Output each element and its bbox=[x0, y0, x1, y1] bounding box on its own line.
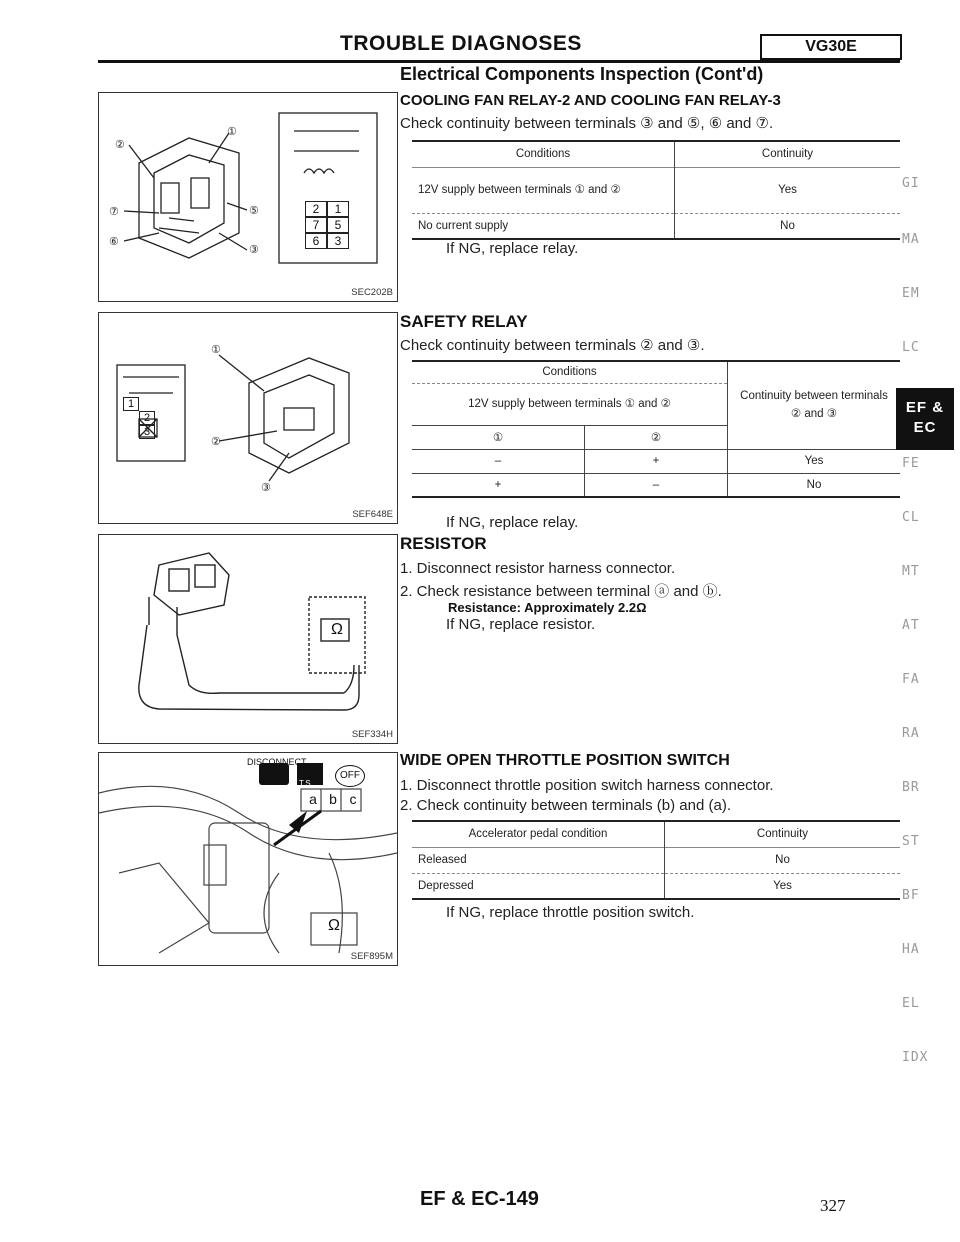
resistor-illustration bbox=[99, 535, 397, 743]
side-tab-el[interactable]: EL bbox=[902, 996, 920, 1011]
fan-relay-title: COOLING FAN RELAY-2 AND COOLING FAN RELAY-3 bbox=[400, 92, 781, 109]
throttle-note: If NG, replace throttle position switch. bbox=[446, 904, 695, 921]
table-header: Continuity bbox=[756, 828, 809, 841]
page-number: 327 bbox=[820, 1196, 846, 1215]
pin-grid bbox=[305, 201, 349, 249]
side-tab-ef-ec[interactable]: EF & EC bbox=[896, 388, 954, 450]
footer-section-code: EF & EC-149 bbox=[420, 1188, 539, 1210]
safety-relay-instruction: Check continuity between terminals ② and ③. bbox=[400, 337, 705, 354]
figure-fan-relay bbox=[98, 92, 398, 302]
table-cell: No bbox=[775, 854, 790, 866]
fan-relay-instruction: Check continuity between terminals ③ and ⑤, ⑥ and ⑦. bbox=[400, 115, 774, 132]
engine-badge: VG30E bbox=[760, 34, 902, 60]
section-title: Electrical Components Inspection (Cont'd) bbox=[400, 64, 764, 84]
side-tab-mt[interactable]: MT bbox=[902, 564, 920, 579]
table-cell: + bbox=[585, 449, 728, 473]
table-cell: Depressed bbox=[412, 873, 665, 899]
terminal-label-2: ② bbox=[211, 436, 221, 448]
table-header: ① bbox=[412, 425, 585, 449]
side-tab-bf[interactable]: BF bbox=[902, 888, 920, 903]
side-tab-ra[interactable]: RA bbox=[902, 726, 920, 741]
table-cell: No bbox=[806, 478, 822, 491]
resistor-step-1: 1. Disconnect resistor harness connector. bbox=[400, 560, 676, 577]
terminal-label-5: ⑤ bbox=[249, 205, 259, 217]
ts-label: T.S. bbox=[299, 779, 313, 788]
header-rule bbox=[98, 60, 900, 63]
throttle-step-2: 2. Check continuity between terminals (b) and (a). bbox=[400, 797, 731, 814]
side-tab-em[interactable]: EM bbox=[902, 286, 920, 301]
table-cell: Released bbox=[412, 847, 665, 873]
table-cell: – bbox=[412, 449, 585, 473]
ohmmeter-symbol: Ω bbox=[331, 621, 343, 638]
throttle-step-1: 1. Disconnect throttle position switch harness connector. bbox=[400, 777, 774, 794]
table-header: Conditions bbox=[412, 361, 728, 383]
ohmmeter-symbol: Ω bbox=[328, 917, 340, 934]
figure-throttle-switch bbox=[98, 752, 398, 966]
side-tab-gi[interactable]: GI bbox=[902, 176, 920, 191]
side-tab-br[interactable]: BR bbox=[902, 780, 920, 795]
table-header: ② bbox=[585, 425, 728, 449]
safety-relay-table bbox=[412, 360, 900, 498]
table-header: Continuity between terminals ② and ③ bbox=[740, 390, 888, 421]
table-header: Conditions bbox=[412, 141, 675, 167]
terminal-label-7: ⑦ bbox=[109, 206, 119, 218]
side-tab-fa[interactable]: FA bbox=[902, 672, 920, 687]
ignition-off-icon: OFF bbox=[335, 765, 365, 787]
pin-stack bbox=[123, 397, 155, 439]
side-tab-at[interactable]: AT bbox=[902, 618, 920, 633]
figure-safety-relay bbox=[98, 312, 398, 524]
table-cell: No bbox=[780, 219, 795, 232]
pin-label: 6 bbox=[305, 233, 327, 249]
table-cell: + bbox=[412, 473, 585, 497]
pin-label: 3 bbox=[139, 425, 155, 439]
safety-relay-title: SAFETY RELAY bbox=[400, 312, 528, 331]
terminal-label-3: ③ bbox=[261, 482, 271, 494]
pin-label: 3 bbox=[327, 233, 349, 249]
table-cell: No current supply bbox=[412, 213, 675, 239]
throttle-switch-title: WIDE OPEN THROTTLE POSITION SWITCH bbox=[400, 752, 730, 769]
table-cell: Yes bbox=[773, 879, 792, 892]
side-tab-ha[interactable]: HA bbox=[902, 942, 920, 957]
fan-relay-table bbox=[412, 140, 900, 240]
pin-label: 7 bbox=[305, 217, 327, 233]
table-header: Continuity bbox=[761, 148, 814, 161]
terminal-label: a bbox=[309, 791, 317, 807]
side-tab-ma[interactable]: MA bbox=[902, 232, 920, 247]
resistor-step-2: 2. Check resistance between terminal ⓐ and ⓑ. bbox=[400, 583, 722, 600]
resistor-title: RESISTOR bbox=[400, 534, 487, 553]
terminal-label-2: ② bbox=[115, 139, 125, 151]
resistor-spec: Resistance: Approximately 2.2Ω bbox=[448, 600, 647, 615]
pin-label: 2 bbox=[305, 201, 327, 217]
terminal-label: c bbox=[349, 791, 357, 807]
safety-relay-note: If NG, replace relay. bbox=[446, 514, 579, 531]
terminal-label-1: ① bbox=[211, 344, 221, 356]
throttle-switch-table bbox=[412, 820, 900, 900]
table-header: 12V supply between terminals ① and ② bbox=[412, 383, 728, 425]
page-header-title: TROUBLE DIAGNOSES bbox=[340, 32, 582, 55]
pin-label: 1 bbox=[327, 201, 349, 217]
table-cell: Yes bbox=[778, 184, 797, 196]
figure-code: SEF895M bbox=[350, 951, 393, 962]
side-tab-fe[interactable]: FE bbox=[902, 456, 920, 471]
figure-resistor bbox=[98, 534, 398, 744]
terminal-labels bbox=[303, 791, 363, 807]
pin-label: 2 bbox=[139, 411, 155, 425]
pin-label: 5 bbox=[327, 217, 349, 233]
table-header: Accelerator pedal condition bbox=[412, 821, 665, 847]
side-tab-lc[interactable]: LC bbox=[902, 340, 920, 355]
table-cell: 12V supply between terminals ① and ② bbox=[412, 167, 675, 213]
figure-code: SEF648E bbox=[352, 509, 393, 520]
figure-code: SEC202B bbox=[351, 287, 393, 298]
disconnect-label: DISCONNECT bbox=[247, 757, 307, 767]
terminal-label-1: ① bbox=[227, 126, 237, 138]
terminal-label: b bbox=[329, 791, 337, 807]
side-tab-cl[interactable]: CL bbox=[902, 510, 920, 525]
relay-illustration bbox=[99, 93, 397, 301]
table-cell: Yes bbox=[804, 455, 824, 467]
terminal-label-6: ⑥ bbox=[109, 236, 119, 248]
side-tab-st[interactable]: ST bbox=[902, 834, 920, 849]
resistor-note: If NG, replace resistor. bbox=[446, 616, 596, 633]
side-tab-idx[interactable]: IDX bbox=[902, 1050, 929, 1065]
pin-label: 1 bbox=[123, 397, 139, 411]
figure-code: SEF334H bbox=[351, 729, 393, 740]
terminal-label-3: ③ bbox=[249, 244, 259, 256]
table-cell: – bbox=[585, 473, 728, 497]
fan-relay-note: If NG, replace relay. bbox=[446, 240, 579, 257]
